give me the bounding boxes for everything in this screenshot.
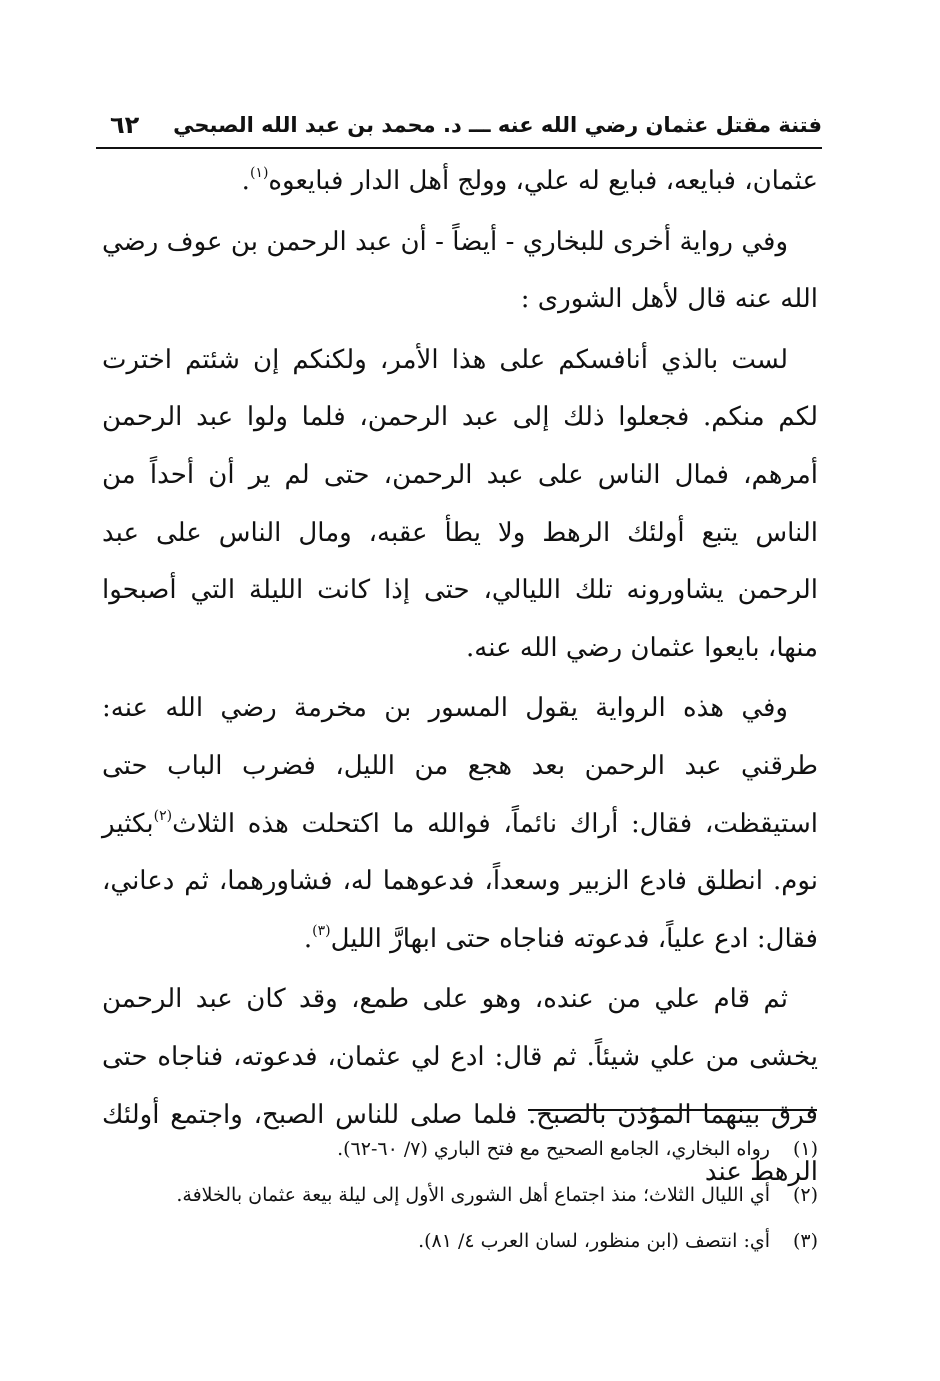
page-number: ٦٢ (110, 111, 140, 139)
paragraph-5: ثم قام علي من عنده، وهو على طمع، وقد كان عبد الرحمن يخشى من علي شيئاً. ثم قال: ادع لي عثمان، فدعوته، فناجاه حتى فرق بينهما المؤذن بالصبح. فلما صلى للناس الصبح، واجتمع أولئك الرهط عند (102, 984, 818, 1188)
footnote-text: رواه البخاري، الجامع الصحيح مع فتح الباري (٧/ ٦٠-٦٢). (337, 1138, 770, 1160)
paragraph-4-text-a: وفي هذه الرواية يقول المسور بن مخرمة رضي الله عنه: طرقني عبد الرحمن بعد هجع من الليل، فضرب الباب حتى استيقظت، فقال: أراك نائماً، فوالله ما اكتحلت هذه الثلاث (102, 693, 818, 839)
running-title: فتنة مقتل عثمان رضي الله عنه ـــ د. محمد بن عبد الله الصبحي (173, 113, 822, 137)
footnote-number: (٢) (792, 1184, 818, 1206)
paragraph-4 (102, 680, 818, 968)
running-head (96, 105, 822, 145)
footnote-ref-3: (٣) (312, 922, 331, 939)
footnote-text: أي: انتصف (ابن منظور، لسان العرب ٤/ ٨١). (418, 1230, 770, 1252)
paragraph-2: وفي رواية أخرى للبخاري - أيضاً - أن عبد الرحمن بن عوف رضي الله عنه قال لأهل الشورى : (102, 226, 818, 315)
paragraph-4-text-b: بكثير نوم. انطلق فادع الزبير وسعداً، فدعوهما له، فشاورهما، ثم دعاني، فقال: ادع علياً، فدعوته فناجاه حتى ابهارَّ الليل (102, 808, 818, 954)
body-text (102, 153, 818, 1202)
paragraph-1-text: عثمان، فبايعه، فبايع له علي، وولج أهل الدار فبايعوه (268, 166, 818, 196)
paragraph-1 (102, 153, 818, 211)
footnote-3 (100, 1218, 818, 1264)
header-rule (96, 147, 822, 149)
paragraph-1-end: . (241, 166, 250, 196)
footnote-1 (100, 1126, 818, 1172)
footnotes (100, 1126, 818, 1264)
footnote-number: (١) (792, 1138, 818, 1160)
paragraph-4-end: . (303, 923, 313, 954)
paragraph-3: لست بالذي أنافسكم على هذا الأمر، ولكنكم إن شئتم اخترت لكم منكم. فجعلوا ذلك إلى عبد الرحمن، فلما ولوا عبد الرحمن أمرهم، فمال الناس على عبد الرحمن، حتى لم ير أن أحداً من الناس يتبع أولئك الرهط ولا يطأ عقبه، ومال الناس على عبد الرحمن يشاورونه تلك الليالي، حتى إذا كانت الليلة التي أصبحوا منها، بايعوا عثمان رضي الله عنه. (102, 344, 818, 663)
footnote-number: (٣) (792, 1230, 818, 1252)
footnote-rule (528, 1109, 817, 1111)
footnote-text: أي الليال الثلاث؛ منذ اجتماع أهل الشورى الأول إلى ليلة بيعة عثمان بالخلافة. (176, 1184, 770, 1206)
footnote-ref-1: (١) (249, 165, 269, 181)
footnote-ref-2: (٢) (153, 807, 173, 824)
footnote-2 (100, 1172, 818, 1218)
